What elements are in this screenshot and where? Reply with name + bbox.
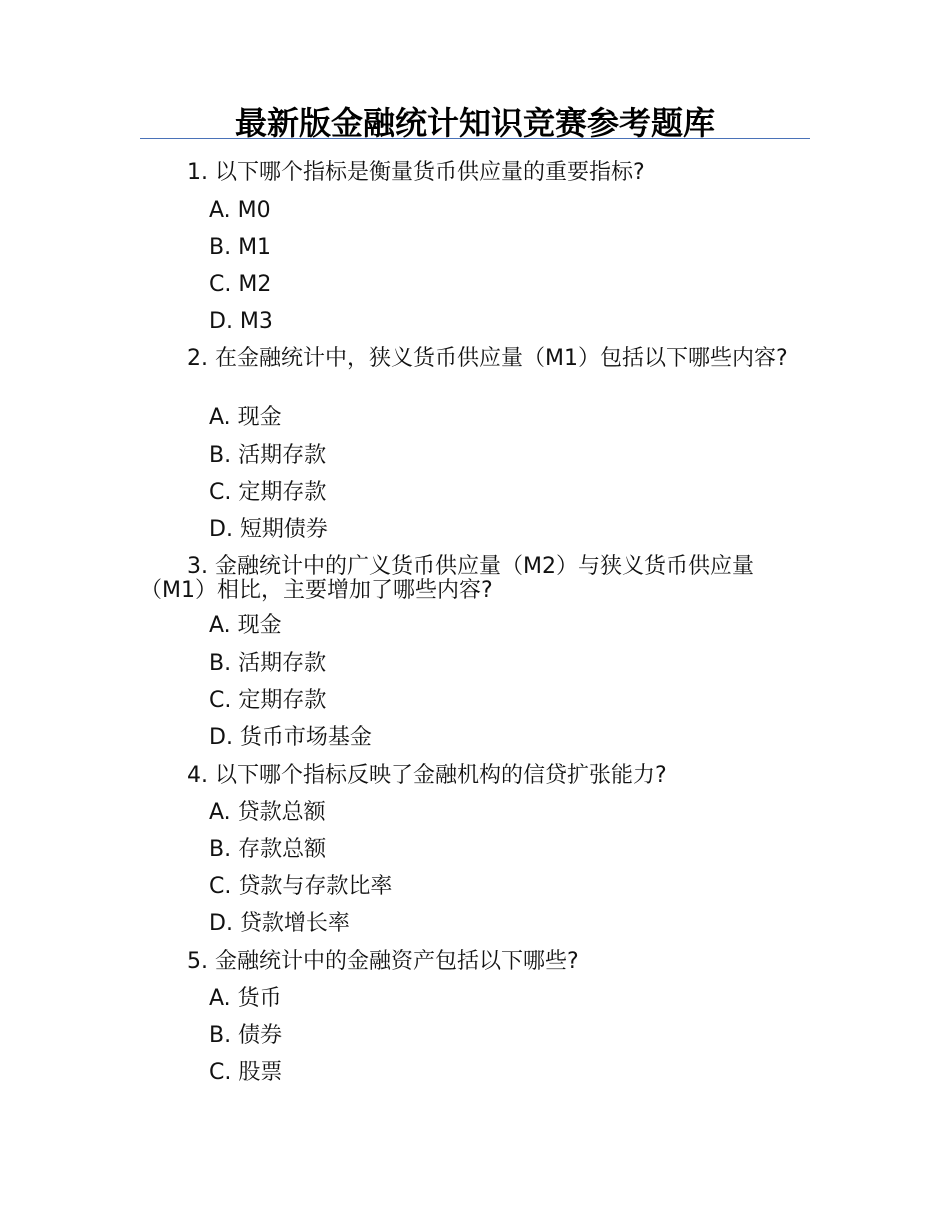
question-2-option-c: C. 定期存款 <box>209 480 327 505</box>
question-2-option-b: B. 活期存款 <box>209 443 327 468</box>
question-3-option-b: B. 活期存款 <box>209 651 327 676</box>
question-1: 1. 以下哪个指标是衡量货币供应量的重要指标? <box>187 160 645 185</box>
question-5-option-a: A. 货币 <box>209 986 282 1011</box>
question-1-option-c: C. M2 <box>209 272 272 297</box>
question-3-option-a: A. 现金 <box>209 613 282 638</box>
question-5-option-b: B. 债券 <box>209 1023 283 1048</box>
question-5-option-c: C. 股票 <box>209 1060 283 1085</box>
question-4-option-c: C. 贷款与存款比率 <box>209 874 393 899</box>
question-4-option-d: D. 贷款增长率 <box>209 911 350 936</box>
question-4-option-a: A. 贷款总额 <box>209 800 326 825</box>
question-3-option-c: C. 定期存款 <box>209 688 327 713</box>
question-1-option-b: B. M1 <box>209 235 272 260</box>
question-2: 2. 在金融统计中，狭义货币供应量（M1）包括以下哪些内容? <box>187 346 788 371</box>
document-title: 最新版金融统计知识竞赛参考题库 <box>234 104 715 142</box>
question-4: 4. 以下哪个指标反映了金融机构的信贷扩张能力? <box>187 763 667 788</box>
question-4-option-b: B. 存款总额 <box>209 837 327 862</box>
question-1-option-d: D. M3 <box>209 309 273 334</box>
title-underline <box>140 138 810 139</box>
question-3-option-d: D. 货币市场基金 <box>209 725 372 750</box>
question-1-option-a: A. M0 <box>209 198 271 223</box>
question-5: 5. 金融统计中的金融资产包括以下哪些? <box>187 949 579 974</box>
question-2-option-d: D. 短期债券 <box>209 517 328 542</box>
question-3: 3. 金融统计中的广义货币供应量（M2）与狭义货币供应量（M1）相比，主要增加了哪些内容? <box>140 554 754 603</box>
question-2-option-a: A. 现金 <box>209 405 282 430</box>
